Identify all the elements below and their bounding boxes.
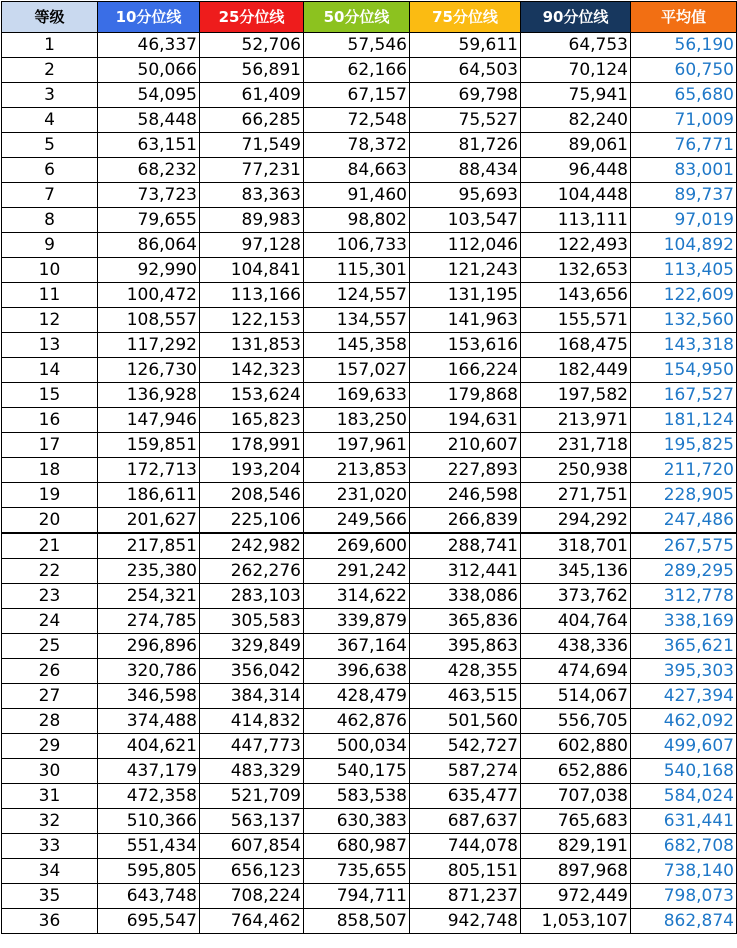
cell-p50: 540,175	[304, 759, 410, 784]
cell-p90: 82,240	[521, 108, 631, 133]
cell-p90: 897,968	[521, 859, 631, 884]
cell-p25: 131,853	[200, 333, 304, 358]
cell-p90: 143,656	[521, 283, 631, 308]
cell-p75: 81,726	[410, 133, 521, 158]
cell-average: 154,950	[631, 358, 737, 383]
cell-grade: 3	[2, 83, 98, 108]
cell-p25: 113,166	[200, 283, 304, 308]
cell-p10: 108,557	[98, 308, 200, 333]
header-row	[2, 2, 737, 33]
cell-p25: 764,462	[200, 909, 304, 934]
cell-grade: 11	[2, 283, 98, 308]
cell-p90: 168,475	[521, 333, 631, 358]
cell-p75: 542,727	[410, 734, 521, 759]
table-row	[2, 283, 737, 308]
cell-average: 71,009	[631, 108, 737, 133]
cell-p10: 126,730	[98, 358, 200, 383]
cell-grade: 21	[2, 533, 98, 559]
cell-p25: 56,891	[200, 58, 304, 83]
cell-p75: 587,274	[410, 759, 521, 784]
cell-p10: 254,321	[98, 584, 200, 609]
cell-p25: 122,153	[200, 308, 304, 333]
cell-p50: 291,242	[304, 559, 410, 584]
cell-average: 289,295	[631, 559, 737, 584]
cell-p25: 178,991	[200, 433, 304, 458]
cell-p10: 79,655	[98, 208, 200, 233]
table-row	[2, 483, 737, 508]
cell-p75: 288,741	[410, 533, 521, 559]
cell-average: 862,874	[631, 909, 737, 934]
cell-p90: 318,701	[521, 533, 631, 559]
cell-grade: 29	[2, 734, 98, 759]
cell-grade: 4	[2, 108, 98, 133]
header-p10: 10分位线	[98, 2, 200, 33]
cell-p90: 765,683	[521, 809, 631, 834]
cell-p90: 271,751	[521, 483, 631, 508]
cell-p25: 563,137	[200, 809, 304, 834]
cell-grade: 1	[2, 33, 98, 58]
cell-p50: 231,020	[304, 483, 410, 508]
cell-p50: 367,164	[304, 634, 410, 659]
cell-average: 143,318	[631, 333, 737, 358]
cell-p90: 707,038	[521, 784, 631, 809]
cell-p75: 210,607	[410, 433, 521, 458]
table-row	[2, 308, 737, 333]
cell-average: 132,560	[631, 308, 737, 333]
table-row	[2, 734, 737, 759]
cell-p50: 500,034	[304, 734, 410, 759]
cell-p10: 551,434	[98, 834, 200, 859]
cell-grade: 7	[2, 183, 98, 208]
cell-p10: 172,713	[98, 458, 200, 483]
cell-grade: 36	[2, 909, 98, 934]
cell-p25: 447,773	[200, 734, 304, 759]
cell-grade: 18	[2, 458, 98, 483]
cell-p10: 92,990	[98, 258, 200, 283]
cell-p75: 266,839	[410, 508, 521, 534]
cell-p90: 96,448	[521, 158, 631, 183]
cell-p10: 320,786	[98, 659, 200, 684]
cell-average: 56,190	[631, 33, 737, 58]
cell-grade: 15	[2, 383, 98, 408]
cell-p10: 147,946	[98, 408, 200, 433]
cell-p50: 106,733	[304, 233, 410, 258]
cell-p50: 630,383	[304, 809, 410, 834]
cell-grade: 9	[2, 233, 98, 258]
cell-p25: 208,546	[200, 483, 304, 508]
header-p25: 25分位线	[200, 2, 304, 33]
table-row	[2, 333, 737, 358]
header-p75: 75分位线	[410, 2, 521, 33]
cell-p10: 472,358	[98, 784, 200, 809]
cell-p50: 462,876	[304, 709, 410, 734]
cell-p50: 428,479	[304, 684, 410, 709]
cell-grade: 10	[2, 258, 98, 283]
cell-average: 65,680	[631, 83, 737, 108]
cell-p75: 687,637	[410, 809, 521, 834]
cell-average: 682,708	[631, 834, 737, 859]
cell-p90: 155,571	[521, 308, 631, 333]
cell-p25: 61,409	[200, 83, 304, 108]
cell-p75: 227,893	[410, 458, 521, 483]
cell-p10: 136,928	[98, 383, 200, 408]
cell-grade: 12	[2, 308, 98, 333]
cell-average: 499,607	[631, 734, 737, 759]
cell-p75: 69,798	[410, 83, 521, 108]
cell-p10: 217,851	[98, 533, 200, 559]
cell-p90: 1,053,107	[521, 909, 631, 934]
cell-grade: 28	[2, 709, 98, 734]
cell-p90: 438,336	[521, 634, 631, 659]
cell-average: 97,019	[631, 208, 737, 233]
cell-p25: 142,323	[200, 358, 304, 383]
cell-p75: 112,046	[410, 233, 521, 258]
cell-grade: 27	[2, 684, 98, 709]
cell-average: 104,892	[631, 233, 737, 258]
cell-p25: 329,849	[200, 634, 304, 659]
cell-p50: 269,600	[304, 533, 410, 559]
cell-p50: 157,027	[304, 358, 410, 383]
cell-p75: 338,086	[410, 584, 521, 609]
cell-p50: 145,358	[304, 333, 410, 358]
cell-p90: 122,493	[521, 233, 631, 258]
cell-average: 228,905	[631, 483, 737, 508]
cell-p90: 294,292	[521, 508, 631, 534]
cell-p50: 84,663	[304, 158, 410, 183]
table-row	[2, 634, 737, 659]
cell-p10: 100,472	[98, 283, 200, 308]
table-row	[2, 158, 737, 183]
cell-average: 798,073	[631, 884, 737, 909]
cell-p50: 98,802	[304, 208, 410, 233]
cell-p75: 59,611	[410, 33, 521, 58]
cell-p10: 46,337	[98, 33, 200, 58]
table-row	[2, 684, 737, 709]
cell-p50: 78,372	[304, 133, 410, 158]
cell-p75: 166,224	[410, 358, 521, 383]
table-row	[2, 584, 737, 609]
cell-p90: 373,762	[521, 584, 631, 609]
cell-p90: 104,448	[521, 183, 631, 208]
cell-p90: 70,124	[521, 58, 631, 83]
cell-grade: 13	[2, 333, 98, 358]
cell-p25: 708,224	[200, 884, 304, 909]
cell-p25: 384,314	[200, 684, 304, 709]
cell-p25: 104,841	[200, 258, 304, 283]
cell-p75: 194,631	[410, 408, 521, 433]
salary-grade-table	[1, 1, 737, 934]
cell-p90: 404,764	[521, 609, 631, 634]
cell-p25: 52,706	[200, 33, 304, 58]
table-row	[2, 383, 737, 408]
cell-grade: 35	[2, 884, 98, 909]
table-row	[2, 759, 737, 784]
cell-p50: 134,557	[304, 308, 410, 333]
cell-p90: 75,941	[521, 83, 631, 108]
cell-p50: 57,546	[304, 33, 410, 58]
cell-grade: 17	[2, 433, 98, 458]
cell-p90: 89,061	[521, 133, 631, 158]
cell-p90: 250,938	[521, 458, 631, 483]
cell-p90: 972,449	[521, 884, 631, 909]
cell-p75: 246,598	[410, 483, 521, 508]
cell-average: 195,825	[631, 433, 737, 458]
table-row	[2, 609, 737, 634]
cell-p25: 305,583	[200, 609, 304, 634]
table-row	[2, 508, 737, 534]
cell-p50: 339,879	[304, 609, 410, 634]
cell-p75: 95,693	[410, 183, 521, 208]
cell-p50: 91,460	[304, 183, 410, 208]
cell-p10: 695,547	[98, 909, 200, 934]
cell-p10: 159,851	[98, 433, 200, 458]
cell-average: 89,737	[631, 183, 737, 208]
cell-p75: 871,237	[410, 884, 521, 909]
table-row	[2, 884, 737, 909]
cell-p75: 179,868	[410, 383, 521, 408]
header-average: 平均值	[631, 2, 737, 33]
cell-p90: 652,886	[521, 759, 631, 784]
table-row	[2, 258, 737, 283]
cell-p90: 213,971	[521, 408, 631, 433]
cell-p25: 225,106	[200, 508, 304, 534]
cell-average: 631,441	[631, 809, 737, 834]
cell-p50: 169,633	[304, 383, 410, 408]
cell-p25: 83,363	[200, 183, 304, 208]
table-row	[2, 233, 737, 258]
cell-p90: 64,753	[521, 33, 631, 58]
cell-p10: 117,292	[98, 333, 200, 358]
cell-grade: 31	[2, 784, 98, 809]
cell-grade: 32	[2, 809, 98, 834]
cell-p75: 744,078	[410, 834, 521, 859]
cell-p25: 656,123	[200, 859, 304, 884]
table-row	[2, 408, 737, 433]
cell-average: 584,024	[631, 784, 737, 809]
cell-p25: 193,204	[200, 458, 304, 483]
table-row	[2, 834, 737, 859]
cell-p10: 296,896	[98, 634, 200, 659]
cell-p50: 62,166	[304, 58, 410, 83]
cell-p90: 345,136	[521, 559, 631, 584]
cell-grade: 26	[2, 659, 98, 684]
header-p50: 50分位线	[304, 2, 410, 33]
cell-p10: 404,621	[98, 734, 200, 759]
cell-p75: 312,441	[410, 559, 521, 584]
cell-grade: 24	[2, 609, 98, 634]
cell-average: 76,771	[631, 133, 737, 158]
cell-average: 83,001	[631, 158, 737, 183]
table-row	[2, 533, 737, 559]
cell-p75: 121,243	[410, 258, 521, 283]
cell-p25: 66,285	[200, 108, 304, 133]
cell-grade: 25	[2, 634, 98, 659]
cell-grade: 23	[2, 584, 98, 609]
cell-p75: 88,434	[410, 158, 521, 183]
table-row	[2, 83, 737, 108]
cell-p25: 414,832	[200, 709, 304, 734]
header-grade: 等级	[2, 2, 98, 33]
cell-average: 267,575	[631, 533, 737, 559]
cell-average: 211,720	[631, 458, 737, 483]
table-row	[2, 183, 737, 208]
cell-p10: 510,366	[98, 809, 200, 834]
table-row	[2, 909, 737, 934]
cell-p90: 602,880	[521, 734, 631, 759]
cell-grade: 19	[2, 483, 98, 508]
cell-p10: 235,380	[98, 559, 200, 584]
cell-p75: 805,151	[410, 859, 521, 884]
cell-p10: 643,748	[98, 884, 200, 909]
cell-p25: 283,103	[200, 584, 304, 609]
table-row	[2, 458, 737, 483]
cell-average: 247,486	[631, 508, 737, 534]
cell-p10: 54,095	[98, 83, 200, 108]
cell-p25: 153,624	[200, 383, 304, 408]
table-row	[2, 659, 737, 684]
cell-average: 540,168	[631, 759, 737, 784]
cell-p25: 242,982	[200, 533, 304, 559]
table-row	[2, 108, 737, 133]
cell-p90: 829,191	[521, 834, 631, 859]
cell-average: 113,405	[631, 258, 737, 283]
cell-p25: 262,276	[200, 559, 304, 584]
table-row	[2, 784, 737, 809]
cell-grade: 8	[2, 208, 98, 233]
cell-p50: 115,301	[304, 258, 410, 283]
cell-p50: 583,538	[304, 784, 410, 809]
table-row	[2, 709, 737, 734]
cell-p50: 794,711	[304, 884, 410, 909]
cell-p75: 942,748	[410, 909, 521, 934]
table-body	[2, 33, 737, 934]
cell-grade: 2	[2, 58, 98, 83]
cell-grade: 20	[2, 508, 98, 534]
cell-average: 181,124	[631, 408, 737, 433]
table-row	[2, 208, 737, 233]
cell-p90: 474,694	[521, 659, 631, 684]
cell-grade: 14	[2, 358, 98, 383]
table-row	[2, 33, 737, 58]
cell-p75: 131,195	[410, 283, 521, 308]
header-p90: 90分位线	[521, 2, 631, 33]
cell-p50: 67,157	[304, 83, 410, 108]
cell-average: 167,527	[631, 383, 737, 408]
cell-p75: 103,547	[410, 208, 521, 233]
cell-p25: 607,854	[200, 834, 304, 859]
cell-p50: 680,987	[304, 834, 410, 859]
cell-p25: 97,128	[200, 233, 304, 258]
table-row	[2, 58, 737, 83]
cell-p75: 365,836	[410, 609, 521, 634]
cell-p25: 521,709	[200, 784, 304, 809]
cell-grade: 22	[2, 559, 98, 584]
cell-p90: 231,718	[521, 433, 631, 458]
cell-average: 60,750	[631, 58, 737, 83]
cell-p50: 396,638	[304, 659, 410, 684]
cell-p50: 183,250	[304, 408, 410, 433]
table-row	[2, 133, 737, 158]
cell-p90: 132,653	[521, 258, 631, 283]
cell-p10: 68,232	[98, 158, 200, 183]
cell-average: 338,169	[631, 609, 737, 634]
cell-grade: 34	[2, 859, 98, 884]
cell-grade: 33	[2, 834, 98, 859]
cell-p50: 124,557	[304, 283, 410, 308]
cell-grade: 5	[2, 133, 98, 158]
cell-average: 427,394	[631, 684, 737, 709]
cell-p10: 274,785	[98, 609, 200, 634]
table-row	[2, 433, 737, 458]
cell-p90: 514,067	[521, 684, 631, 709]
cell-p50: 314,622	[304, 584, 410, 609]
cell-p25: 89,983	[200, 208, 304, 233]
table-row	[2, 859, 737, 884]
cell-p75: 463,515	[410, 684, 521, 709]
cell-p10: 73,723	[98, 183, 200, 208]
cell-average: 312,778	[631, 584, 737, 609]
cell-average: 738,140	[631, 859, 737, 884]
cell-p50: 197,961	[304, 433, 410, 458]
cell-p50: 735,655	[304, 859, 410, 884]
table-row	[2, 809, 737, 834]
cell-p75: 395,863	[410, 634, 521, 659]
cell-p25: 71,549	[200, 133, 304, 158]
cell-p75: 64,503	[410, 58, 521, 83]
cell-p25: 165,823	[200, 408, 304, 433]
cell-p25: 77,231	[200, 158, 304, 183]
cell-p75: 153,616	[410, 333, 521, 358]
cell-p90: 182,449	[521, 358, 631, 383]
cell-average: 462,092	[631, 709, 737, 734]
cell-grade: 16	[2, 408, 98, 433]
cell-p10: 50,066	[98, 58, 200, 83]
cell-average: 395,303	[631, 659, 737, 684]
cell-p25: 356,042	[200, 659, 304, 684]
cell-p90: 197,582	[521, 383, 631, 408]
cell-p10: 437,179	[98, 759, 200, 784]
cell-p10: 58,448	[98, 108, 200, 133]
cell-p50: 858,507	[304, 909, 410, 934]
table-row	[2, 358, 737, 383]
cell-p10: 63,151	[98, 133, 200, 158]
cell-p75: 141,963	[410, 308, 521, 333]
cell-average: 122,609	[631, 283, 737, 308]
cell-p75: 428,355	[410, 659, 521, 684]
cell-p50: 72,548	[304, 108, 410, 133]
cell-p10: 201,627	[98, 508, 200, 534]
cell-p75: 635,477	[410, 784, 521, 809]
cell-p50: 249,566	[304, 508, 410, 534]
cell-p90: 556,705	[521, 709, 631, 734]
table-row	[2, 559, 737, 584]
cell-p10: 595,805	[98, 859, 200, 884]
cell-p10: 86,064	[98, 233, 200, 258]
cell-p50: 213,853	[304, 458, 410, 483]
cell-average: 365,621	[631, 634, 737, 659]
cell-p90: 113,111	[521, 208, 631, 233]
cell-p75: 75,527	[410, 108, 521, 133]
cell-p10: 346,598	[98, 684, 200, 709]
cell-p25: 483,329	[200, 759, 304, 784]
cell-p75: 501,560	[410, 709, 521, 734]
cell-grade: 30	[2, 759, 98, 784]
cell-grade: 6	[2, 158, 98, 183]
cell-p10: 186,611	[98, 483, 200, 508]
cell-p10: 374,488	[98, 709, 200, 734]
